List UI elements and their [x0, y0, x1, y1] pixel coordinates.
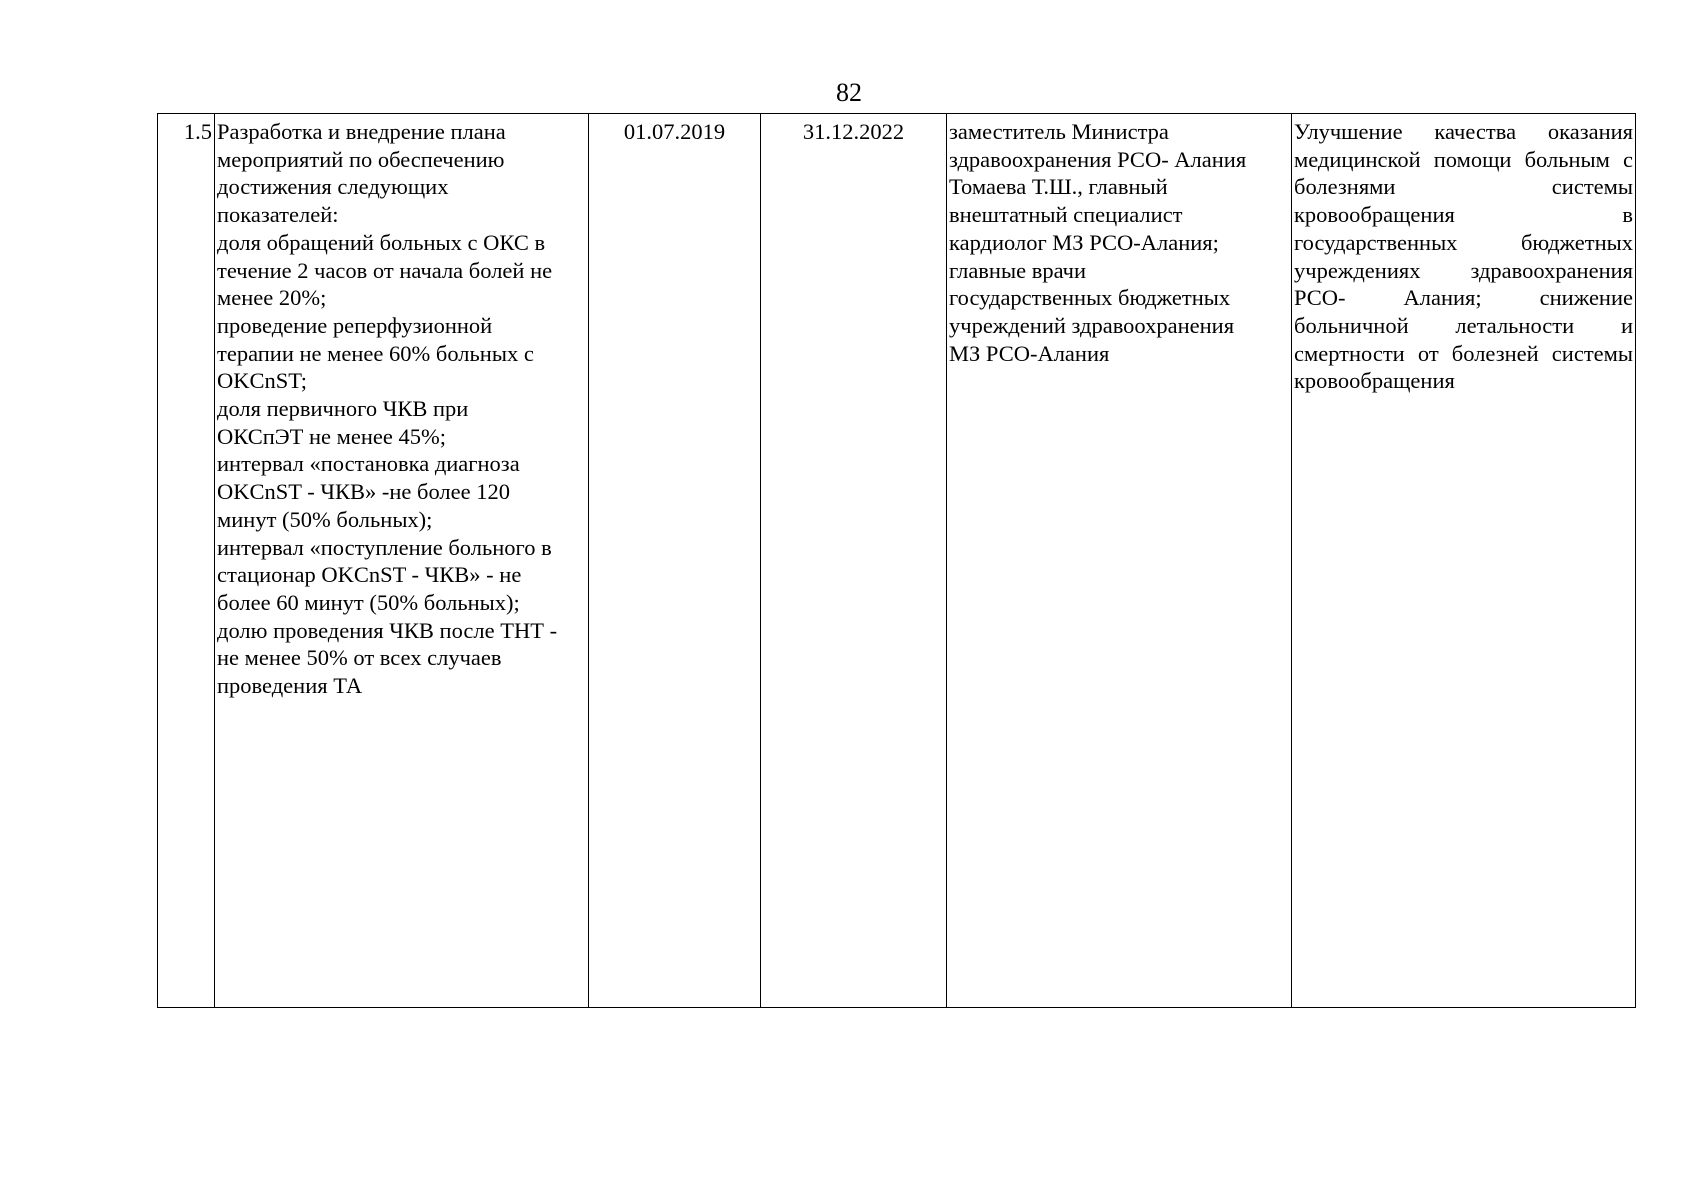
text-line: менее 20%;	[217, 285, 327, 311]
text-line: кардиолог МЗ РСО-Алания;	[949, 229, 1219, 255]
text-line: достижения следующих	[217, 174, 449, 200]
end-date: 31.12.2022	[802, 119, 905, 144]
text-line: медицинской помощи больным с	[1294, 146, 1633, 172]
text-line: Томаева Т.Ш., главный	[949, 174, 1168, 200]
text-line: течение 2 часов от начала болей не	[217, 257, 553, 283]
end-date-cell	[761, 114, 947, 1008]
text-line: доля обращений больных с ОКС в	[217, 229, 546, 255]
table-row	[158, 114, 1636, 1008]
result-cell	[1292, 114, 1636, 1008]
text-line: учреждений здравоохранения	[949, 312, 1235, 338]
text-line: не менее 50% от всех случаев	[217, 645, 502, 671]
text-line: заместитель Министра	[949, 119, 1169, 144]
text-line: терапии не менее 60% больных с	[217, 340, 534, 366]
text-line: Улучшение качества оказания	[1294, 119, 1633, 144]
text-line: кровообращения	[1294, 368, 1455, 394]
text-line: доля первичного ЧКВ при	[217, 396, 469, 422]
row-number-cell	[158, 114, 215, 1008]
text-line: стационар OKCnST - ЧКВ» - не	[217, 562, 522, 588]
text-line: показателей:	[217, 202, 339, 228]
text-line: OKCnST - ЧКВ» -не более 120	[217, 479, 510, 505]
text-line: РСО- Алания; снижение	[1294, 285, 1633, 311]
text-line: кровообращения в	[1294, 202, 1633, 228]
page-number: 82	[836, 78, 862, 107]
row-number: 1.5	[183, 119, 212, 144]
start-date: 01.07.2019	[623, 119, 726, 144]
text-line: интервал «поступление больного в	[217, 534, 552, 560]
task-text	[217, 118, 586, 700]
text-line: внештатный специалист	[949, 202, 1183, 228]
text-line: более 60 минут (50% больных);	[217, 589, 520, 615]
responsible-text	[949, 118, 1289, 367]
text-line: долю проведения ЧКВ после ТНТ -	[217, 617, 558, 643]
text-line: ОКСпЭТ не менее 45%;	[217, 423, 446, 449]
text-line: OKCnST;	[217, 368, 308, 394]
text-line: болезнями системы	[1294, 174, 1633, 200]
text-line: мероприятий по обеспечению	[217, 146, 505, 172]
text-line: государственных бюджетных	[1294, 229, 1633, 255]
text-line: интервал «постановка диагноза	[217, 451, 520, 477]
text-line: проведения ТА	[217, 673, 363, 699]
text-line: смертности от болезней системы	[1294, 340, 1633, 366]
text-line: государственных бюджетных	[949, 285, 1231, 311]
text-line: минут (50% больных);	[217, 506, 433, 532]
text-line: здравоохранения РСО- Алания	[949, 146, 1247, 172]
responsible-cell	[947, 114, 1292, 1008]
text-line: учреждениях здравоохранения	[1294, 257, 1633, 283]
result-text	[1294, 118, 1633, 395]
text-line: больничной летальности и	[1294, 312, 1633, 338]
text-line: проведение реперфузионной	[217, 312, 493, 338]
task-cell	[215, 114, 589, 1008]
text-line: главные врачи	[949, 257, 1087, 283]
start-date-cell	[589, 114, 761, 1008]
text-line: Разработка и внедрение плана	[217, 119, 506, 144]
text-line: МЗ РСО-Алания	[949, 340, 1110, 366]
plan-table	[157, 113, 1636, 1008]
